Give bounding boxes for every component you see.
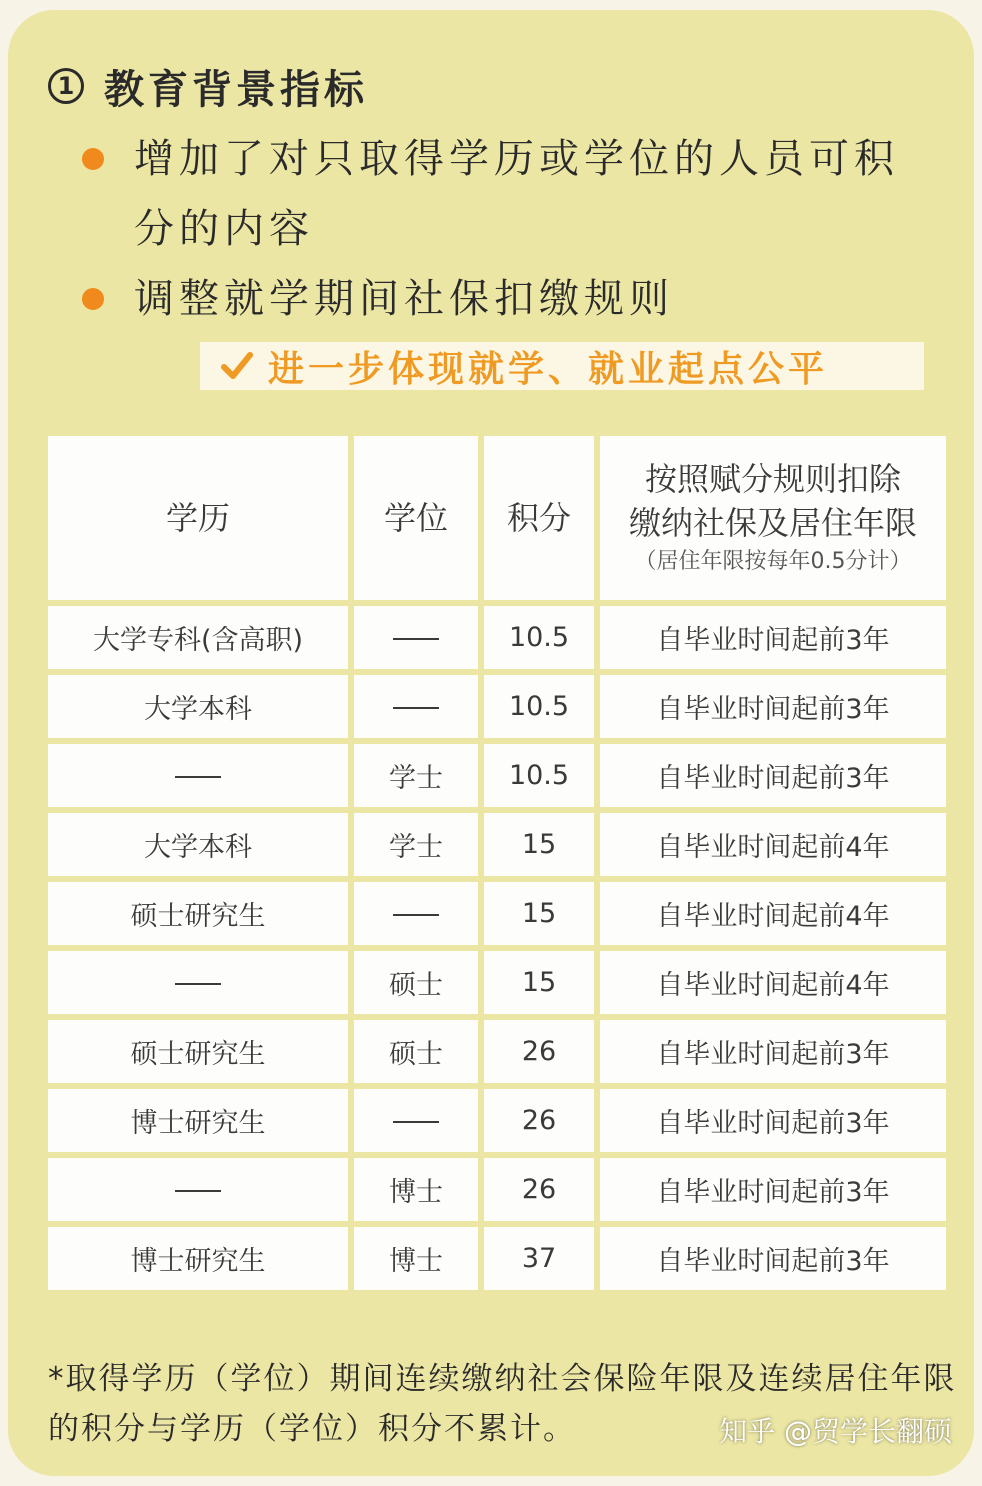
cell-points: 26: [484, 1089, 594, 1152]
cell-education: 博士研究生: [48, 1227, 348, 1290]
dash-mark: [393, 638, 439, 640]
header-education: 学历: [48, 436, 348, 600]
dash-mark: [393, 1121, 439, 1123]
table-row: [48, 1158, 946, 1221]
cell-degree: [354, 675, 478, 738]
watermark: 知乎 @贸学长翻硕: [719, 1415, 952, 1448]
cell-rule: 自毕业时间起前4年: [600, 882, 946, 945]
header-points: 积分: [484, 436, 594, 600]
cell-rule: 自毕业时间起前3年: [600, 1227, 946, 1290]
cell-points: 26: [484, 1020, 594, 1083]
header-rule-line2: 缴纳社保及居住年限: [628, 504, 917, 542]
cell-degree: [354, 1089, 478, 1152]
cell-rule: 自毕业时间起前3年: [600, 1089, 946, 1152]
header-rule-note: （居住年限按每年0.5分计）: [634, 549, 912, 574]
cell-degree: [354, 606, 478, 669]
dash-mark: [175, 983, 221, 985]
header-rule-line1: 按照赋分规则扣除: [644, 460, 901, 498]
education-points-table: [42, 430, 952, 1296]
cell-degree: 博士: [354, 1227, 478, 1290]
footnote: *取得学历（学位）期间连续缴纳社会保险年限及连续居住年限的积分与学历（学位）积分不累计。: [48, 1361, 957, 1447]
bullet-dot-icon: [82, 148, 104, 170]
bullet-dot-icon: [82, 288, 104, 310]
cell-education: 大学专科(含高职): [48, 606, 348, 669]
table-row: [48, 606, 946, 669]
dash-mark: [175, 776, 221, 778]
section-heading: [48, 56, 368, 116]
cell-education: 硕士研究生: [48, 882, 348, 945]
highlight-text: 进一步体现就学、就业起点公平: [268, 348, 829, 390]
header-rule: [600, 436, 946, 600]
cell-points: 15: [484, 882, 594, 945]
cell-degree: 学士: [354, 744, 478, 807]
cell-rule: 自毕业时间起前3年: [600, 744, 946, 807]
table-row: [48, 1089, 946, 1152]
dash-mark: [393, 914, 439, 916]
cell-points: 10.5: [484, 606, 594, 669]
cell-points: 10.5: [484, 675, 594, 738]
bullet-text-1: 增加了对只取得学历或学位的人员可积分的内容: [134, 136, 899, 252]
cell-points: 26: [484, 1158, 594, 1221]
cell-rule: 自毕业时间起前3年: [600, 1020, 946, 1083]
table-row: [48, 1020, 946, 1083]
bullet-text-2: 调整就学期间社保扣缴规则: [134, 276, 674, 322]
cell-rule: 自毕业时间起前3年: [600, 606, 946, 669]
cell-points: 10.5: [484, 744, 594, 807]
bullet-item-2: [82, 264, 942, 334]
cell-rule: 自毕业时间起前4年: [600, 951, 946, 1014]
table-row: [48, 744, 946, 807]
cell-education: [48, 1158, 348, 1221]
table-row: [48, 951, 946, 1014]
cell-rule: 自毕业时间起前3年: [600, 675, 946, 738]
section-number-badge: 1: [48, 68, 84, 104]
bullet-item-1: [82, 124, 942, 264]
cell-points: 37: [484, 1227, 594, 1290]
section-title: 教育背景指标: [104, 66, 368, 113]
cell-education: [48, 951, 348, 1014]
cell-education: 大学本科: [48, 675, 348, 738]
cell-education: [48, 744, 348, 807]
dash-mark: [393, 707, 439, 709]
dash-mark: [175, 1190, 221, 1192]
cell-education: 硕士研究生: [48, 1020, 348, 1083]
cell-degree: 硕士: [354, 951, 478, 1014]
cell-rule: 自毕业时间起前3年: [600, 1158, 946, 1221]
cell-rule: 自毕业时间起前4年: [600, 813, 946, 876]
header-degree: 学位: [354, 436, 478, 600]
table-body: [48, 606, 946, 1290]
table-row: [48, 882, 946, 945]
check-icon: [220, 349, 254, 383]
highlight-banner: [200, 342, 924, 390]
cell-points: 15: [484, 951, 594, 1014]
cell-degree: 硕士: [354, 1020, 478, 1083]
table-header-row: [48, 436, 946, 600]
table-row: [48, 675, 946, 738]
cell-degree: [354, 882, 478, 945]
cell-education: 大学本科: [48, 813, 348, 876]
cell-education: 博士研究生: [48, 1089, 348, 1152]
cell-degree: 学士: [354, 813, 478, 876]
info-card: [8, 10, 974, 1476]
table-row: [48, 813, 946, 876]
table-row: [48, 1227, 946, 1290]
cell-degree: 博士: [354, 1158, 478, 1221]
cell-points: 15: [484, 813, 594, 876]
